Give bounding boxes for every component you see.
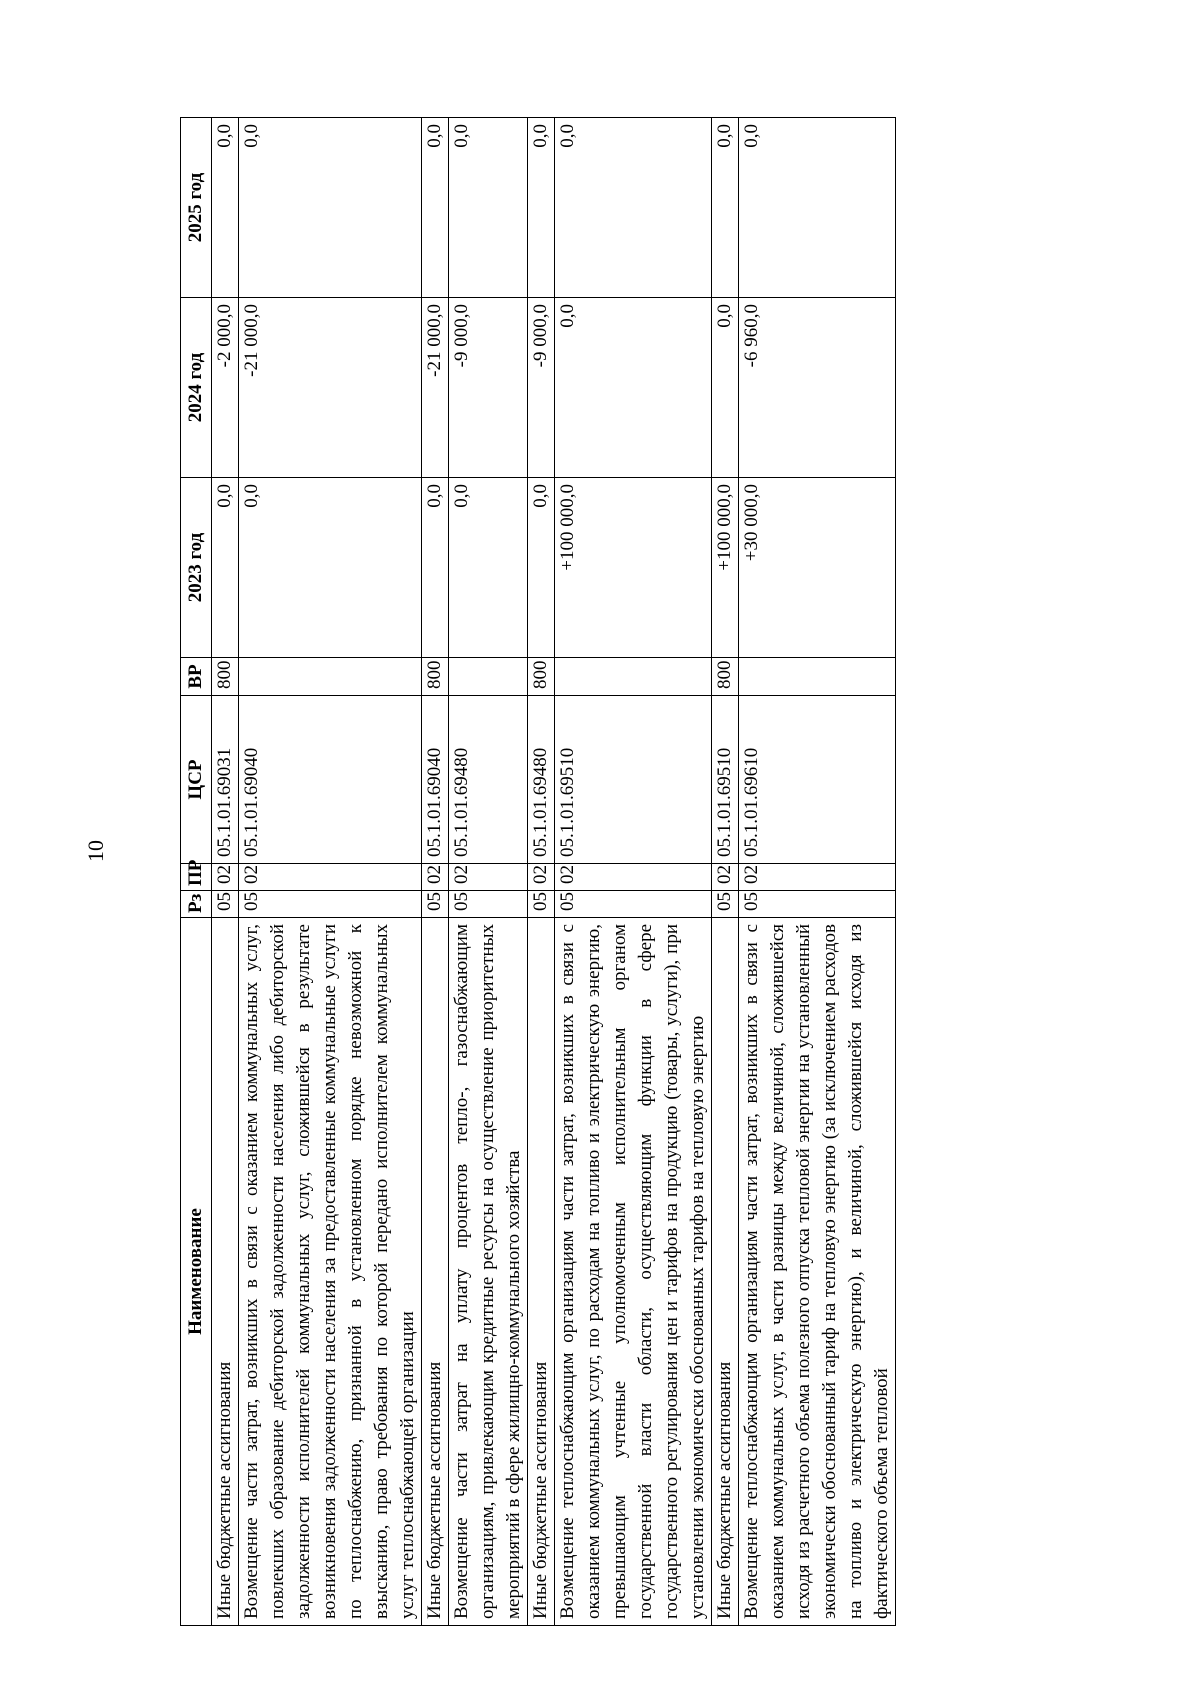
cell-2025: 0,0 [528, 118, 555, 298]
table-row [555, 118, 712, 1626]
cell-name: Возмещение теплоснабжающим организациям части затрат, возникших в связи с оказанием коммунальных услуг, в части разницы между величиной, сложившейся исходя из расчетного объема полезного отпуска тепловой энергии на установленный экономически обоснованный тариф на тепловую энергию (за исключением расходов на топливо и электрическую энергию), и величиной, сложившейся исходя из фактического объема тепловой [739, 918, 896, 1626]
header-pr: ПР [181, 864, 212, 891]
cell-pr: 02 [528, 864, 555, 891]
rotated-table-area [180, 118, 1060, 1626]
cell-vr: 800 [712, 658, 739, 696]
cell-vr: 800 [212, 658, 239, 696]
cell-2023: 0,0 [239, 478, 422, 658]
cell-pr: 02 [239, 864, 422, 891]
cell-2023: 0,0 [212, 478, 239, 658]
table-row [239, 118, 422, 1626]
cell-2023: 0,0 [422, 478, 449, 658]
cell-pr: 02 [449, 864, 528, 891]
cell-pr: 02 [555, 864, 712, 891]
table-row [712, 118, 739, 1626]
cell-vr [555, 658, 712, 696]
cell-name: Иные бюджетные ассигнования [712, 918, 739, 1626]
cell-rz: 05 [555, 891, 712, 918]
cell-rz: 05 [528, 891, 555, 918]
cell-vr [739, 658, 896, 696]
cell-rz: 05 [239, 891, 422, 918]
table-row [528, 118, 555, 1626]
cell-pr: 02 [712, 864, 739, 891]
cell-pr: 02 [739, 864, 896, 891]
header-vr: ВР [181, 658, 212, 696]
header-csr: ЦСР [181, 696, 212, 864]
cell-rz: 05 [712, 891, 739, 918]
cell-2023: +30 000,0 [739, 478, 896, 658]
cell-csr: 05.1.01.69031 [212, 696, 239, 864]
cell-2023: 0,0 [528, 478, 555, 658]
cell-rz: 05 [422, 891, 449, 918]
cell-rz: 05 [212, 891, 239, 918]
budget-table [180, 117, 896, 1626]
cell-name: Иные бюджетные ассигнования [528, 918, 555, 1626]
cell-2024: -21 000,0 [422, 298, 449, 478]
cell-2025: 0,0 [212, 118, 239, 298]
cell-csr: 05.1.01.69610 [739, 696, 896, 864]
cell-2025: 0,0 [555, 118, 712, 298]
cell-2024: -9 000,0 [449, 298, 528, 478]
cell-name: Возмещение теплоснабжающим организациям части затрат, возникших в связи с оказанием коммунальных услуг, по расходам на топливо и электрическую энергию, превышающим учтенные уполномоченным исполнительным органом государственной власти области, осуществляющим функции в сфере государственного регулирования цен и тарифов на продукцию (товары, услуги), при установлении экономически обоснованных тарифов на тепловую энергию [555, 918, 712, 1626]
table-header-row [181, 118, 212, 1626]
cell-csr: 05.1.01.69040 [422, 696, 449, 864]
cell-2024: 0,0 [555, 298, 712, 478]
cell-name: Иные бюджетные ассигнования [212, 918, 239, 1626]
cell-csr: 05.1.01.69040 [239, 696, 422, 864]
table-row [739, 118, 896, 1626]
cell-2024: -6 960,0 [739, 298, 896, 478]
cell-2025: 0,0 [239, 118, 422, 298]
page-number: 10 [83, 840, 108, 862]
cell-2024: -21 000,0 [239, 298, 422, 478]
cell-2025: 0,0 [739, 118, 896, 298]
cell-2023: +100 000,0 [712, 478, 739, 658]
cell-2024: -9 000,0 [528, 298, 555, 478]
cell-csr: 05.1.01.69510 [712, 696, 739, 864]
cell-vr: 800 [422, 658, 449, 696]
cell-pr: 02 [212, 864, 239, 891]
header-rz: Рз [181, 891, 212, 918]
cell-name: Иные бюджетные ассигнования [422, 918, 449, 1626]
cell-2025: 0,0 [422, 118, 449, 298]
cell-vr: 800 [528, 658, 555, 696]
cell-csr: 05.1.01.69510 [555, 696, 712, 864]
cell-2024: 0,0 [712, 298, 739, 478]
cell-csr: 05.1.01.69480 [528, 696, 555, 864]
table-wrapper [180, 118, 1060, 1626]
cell-csr: 05.1.01.69480 [449, 696, 528, 864]
cell-rz: 05 [449, 891, 528, 918]
table-row [422, 118, 449, 1626]
cell-2023: 0,0 [449, 478, 528, 658]
cell-vr [449, 658, 528, 696]
header-name: Наименование [181, 918, 212, 1626]
header-2024: 2024 год [181, 298, 212, 478]
cell-2025: 0,0 [712, 118, 739, 298]
table-row [449, 118, 528, 1626]
cell-2023: +100 000,0 [555, 478, 712, 658]
header-2025: 2025 год [181, 118, 212, 298]
cell-pr: 02 [422, 864, 449, 891]
cell-rz: 05 [739, 891, 896, 918]
cell-name: Возмещение части затрат, возникших в связи с оказанием коммунальных услуг, повлекших образование дебиторской задолженности населения либо дебиторской задолженности исполнителей коммунальных услуг, сложившейся в результате возникновения задолженности населения за предоставленные коммунальные услуги по теплоснабжению, признанной в установленном порядке невозможной к взысканию, право требования по которой передано исполнителем коммунальных услуг теплоснабжающей организации [239, 918, 422, 1626]
cell-vr [239, 658, 422, 696]
cell-2025: 0,0 [449, 118, 528, 298]
table-row [212, 118, 239, 1626]
header-2023: 2023 год [181, 478, 212, 658]
cell-2024: -2 000,0 [212, 298, 239, 478]
cell-name: Возмещение части затрат на уплату процентов тепло-, газоснабжающим организациям, привлекающим кредитные ресурсы на осуществление приоритетных мероприятий в сфере жилищно-коммунального хозяйства [449, 918, 528, 1626]
